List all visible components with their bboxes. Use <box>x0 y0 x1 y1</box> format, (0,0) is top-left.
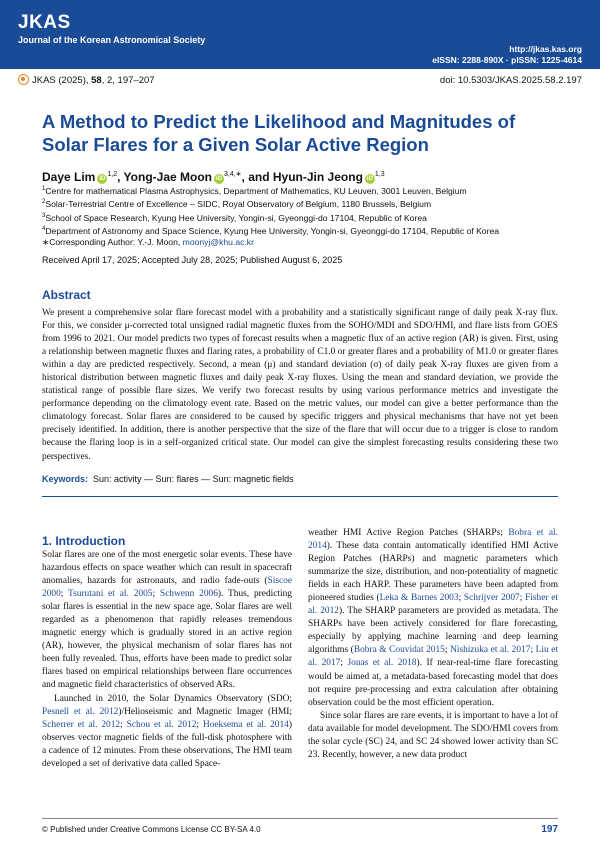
affiliation-item <box>42 211 572 224</box>
citation-link[interactable]: Pesnell et al. 2012 <box>42 706 119 717</box>
publication-dates: Received April 17, 2025; Accepted July 28, 2025; Published August 6, 2025 <box>42 255 343 265</box>
affiliation-item <box>42 184 572 197</box>
keywords-text: Sun: activity — Sun: flares — Sun: magnetic fields <box>93 474 294 484</box>
citation-link[interactable]: Tsurutani et al. 2005 <box>68 589 153 600</box>
citation-link[interactable]: Schou et al. 2012 <box>126 719 197 730</box>
section-heading: 1. Introduction <box>42 534 126 548</box>
citation-journal: JKAS (2025), <box>32 75 92 86</box>
text-run: ; <box>340 658 348 669</box>
open-access-icon <box>18 74 29 85</box>
text-run: ; <box>458 593 464 604</box>
affiliation-text: Solar-Terrestrial Centre of Excellence – SIDC, Royal Observatory of Belgium, 1180 Brussels, Belgium <box>45 199 432 210</box>
paragraph: Since solar flares are rare events, it is important to have a lot of data available for model development. The SDO/HMI covers from the solar cycle (SC) 24, and SC 24 showed lower activity than SC 23. Recently, however, a new data product <box>308 710 559 760</box>
orcid-icon[interactable]: iD <box>366 176 373 182</box>
paragraph <box>42 693 292 771</box>
citation-link[interactable]: Bobra et al. 2014 <box>308 528 558 552</box>
author-name: Daye Lim <box>42 170 96 184</box>
corresponding-author <box>42 237 572 249</box>
citation-volume: 58 <box>91 75 102 86</box>
text-run: ). The SHARP parameters are provided as metadata. The SHARPs have been actively considered for flare forecasting, especially by applying machine learning and deep learning algorithms ( <box>308 606 558 656</box>
abstract-text: We present a comprehensive solar flare forecast model with a probability and a statistically significant range of daily peak X-ray flux. For this, we consider μ-corrected total unsigned radial magnetic fluxes from the SOHO/MDI and SDO/HMI, and flare lists from GOES from 1996 to 2021. Our model predicts two types of forecast results when a magnetic flux of an active region (AR) is given. First, using a relationship between magnetic fluxes and flaring rates, a probability of C1.0 or greater flares and a probability of M1.0 or greater flares within a day are predicted respectively. Second, a mean (μ) and standard deviation (σ) of daily peak X-ray fluxes are given from a historical distribution between magnetic fluxes and daily peak X-ray fluxes. Using the mean and standard deviation, we provide the statistical range of possible flare sizes. We verify two forecast results by using various performance metrics and investigate the performance depending on the climatology event rate. Based on the metric values, our model can give a better performance than the climatology forecast. Solar flares are considered to be caused by specific triggers and physical mechanisms that have not yet been precisely identified. In addition, there is another perspective that the size of the flare that will occur due to a trigger is close to random because the flaring loop is in a self-organized critical state. Our model can give the simplest forecasting results considering these two perspectives. <box>42 308 558 462</box>
citation-pages: , 2, 197–207 <box>101 75 155 86</box>
footer-divider <box>42 818 558 819</box>
orcid-icon[interactable]: iD <box>216 176 222 182</box>
affiliation-sup: 2 <box>42 199 46 206</box>
citation-link[interactable]: Scherrer et al. 2012 <box>42 719 121 730</box>
author-affil-sup: 3,4,∗ <box>224 171 242 178</box>
right-column <box>308 527 558 762</box>
corresponding-email-link[interactable]: moonyj@khu.ac.kr <box>182 237 254 248</box>
journal-name: JKAS <box>18 12 71 33</box>
affiliation-sup: 4 <box>42 226 46 233</box>
text-run: ). If near-real-time flare forecasting would be aimed at, a metadata-based forecasting model that does not require pre-processing and extra calculation after obtaining observation could be the most efficient operation. <box>308 658 558 708</box>
citation-link[interactable]: Hoeksema et al. 2014 <box>202 719 289 730</box>
paragraph <box>308 527 558 710</box>
text-run: ; <box>152 589 160 600</box>
paragraph <box>42 549 292 693</box>
license-text: © Published under Creative Commons License CC BY-SA 4.0 <box>42 825 261 834</box>
page-number: 197 <box>541 824 558 835</box>
affiliation-text: Department of Astronomy and Space Science, Kyung Hee University, Yongin-si, Gyeonggi-do 17104, Republic of Korea <box>45 225 500 236</box>
text-run: ). These data contain automatically identified HMI Active Region Patches (HARPs) and magnetic parameters which summarize the size, distribution, and non-potentiality of magnetic fields in each HARP. These parameters have been adapted from pioneered studies ( <box>308 541 558 604</box>
text-run: ; <box>519 593 526 604</box>
keywords-label: Keywords: <box>42 474 89 484</box>
citation-link[interactable]: Siscoe 2000 <box>42 576 292 600</box>
affiliation-sup: 1 <box>42 186 46 192</box>
author-affil-sup: 1,3 <box>374 171 385 178</box>
citation-link[interactable]: Nishizuka et al. 2017 <box>450 645 531 656</box>
text-run: ; <box>120 719 127 730</box>
citation-link[interactable]: Schrijver 2007 <box>463 593 520 604</box>
text-run: ). Thus, predicting solar flares is essential in the new space age. Solar flares are well regarded as a phenomenon that rapidly releases tremendous magnetic energy which is gradually stored in an active region (AR), however, the physical mechanism of solar flares has not been fully revealed. Thus, efforts have been made to predict solar flares based on empirical relationships between flare occurrences and magnetic field characteristics of observed ARs. <box>42 589 292 691</box>
journal-header <box>0 0 600 69</box>
text-run: weather HMI Active Region Patches (SHARPs; <box>308 528 509 538</box>
affiliation-item <box>42 224 572 237</box>
citation-link[interactable]: Leka & Barnes 2003 <box>379 593 459 604</box>
affiliation-sup: 3 <box>42 212 46 219</box>
journal-url[interactable]: http://jkas.kas.org <box>509 44 582 54</box>
left-column <box>42 549 292 771</box>
text-run: ) observes vector magnetic fields of the full-disk photosphere with a cadence of 12 minutes. From these observations, The HMI team developed a set of derivative data called Space- <box>42 719 292 769</box>
text-run: ; <box>196 719 203 730</box>
author-list: Daye Lim iD$^{1,2}$, Yong-Jae Moon $iD^{3,4,∗}$, and Hyun-Jin Jeong iD$^{1,3}$ <box>42 170 385 184</box>
author-name: Yong-Jae Moon <box>123 170 212 184</box>
author-name: and Hyun-Jin Jeong <box>248 170 363 184</box>
affiliation-item <box>42 197 572 210</box>
page-footer <box>42 825 558 834</box>
section-divider <box>42 496 558 497</box>
affiliation-text: School of Space Research, Kyung Hee University, Yongin-si, Gyeonggi-do 17104, Republic of Korea <box>45 212 427 223</box>
author-affil-sup: 1,2 <box>107 171 118 178</box>
journal-issn: eISSN: 2288-890X · pISSN: 1225-4614 <box>432 55 582 65</box>
text-run: Solar flares are one of the most energetic solar events. These have hazardous effects on space weather which can result in spacecraft anomalies, hazards for astronauts, and radio fade-outs ( <box>42 550 292 587</box>
text-run: ; <box>444 645 451 656</box>
citation-link[interactable]: Jonas et al. 2018 <box>347 658 417 669</box>
text-run: ; <box>530 645 536 656</box>
citation-line <box>18 73 582 89</box>
affiliation-text: Centre for mathematical Plasma Astrophysics, Department of Mathematics, KU Leuven, 3001 Leuven, Belgium <box>45 185 467 196</box>
doi-link[interactable]: doi: 10.5303/JKAS.2025.58.2.197 <box>439 75 582 86</box>
paper-title: A Method to Predict the Likelihood and Magnitudes of Solar Flares for a Given Solar Active Region <box>42 111 516 155</box>
citation-link[interactable]: Bobra & Couvidat 2015 <box>353 645 445 656</box>
orcid-icon[interactable]: iD <box>99 176 106 182</box>
text-run: ; <box>60 589 69 600</box>
affiliations <box>42 184 572 249</box>
keywords <box>42 474 294 484</box>
abstract-heading: Abstract <box>42 288 91 302</box>
journal-full-name: Journal of the Korean Astronomical Society <box>18 35 206 45</box>
corresponding-label: ∗Corresponding Author: Y.-J. Moon, <box>42 237 183 248</box>
text-run: )/Helioseismic and Magnetic Imager (HMI; <box>118 706 292 717</box>
citation-link[interactable]: Fisher et al. 2012 <box>308 593 558 617</box>
text-run: Launched in 2010, the Solar Dynamics Observatory (SDO; <box>54 693 292 704</box>
citation-link[interactable]: Liu et al. 2017 <box>308 645 558 669</box>
citation-link[interactable]: Schwenn 2006 <box>159 589 218 600</box>
